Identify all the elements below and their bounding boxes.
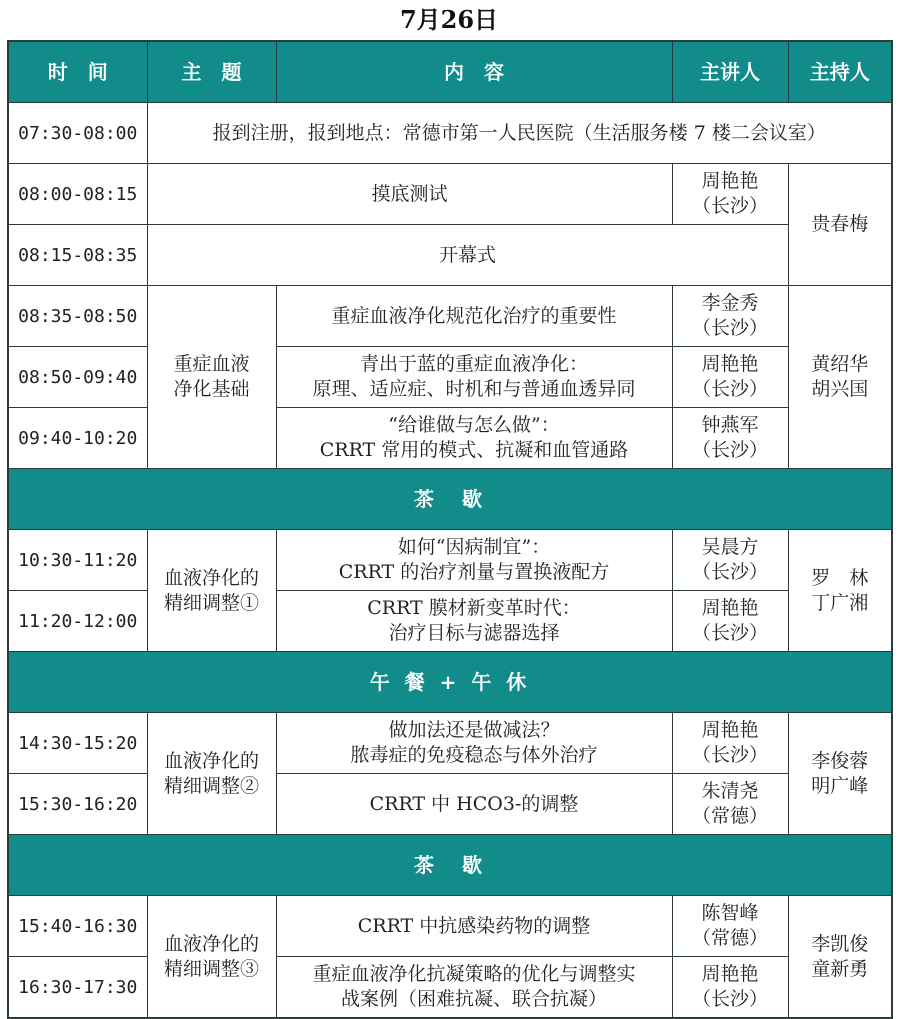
host-line: 童新勇 (811, 957, 869, 980)
break-row (8, 469, 892, 530)
speaker-name: 周艳艳 (701, 353, 759, 375)
table-row (8, 530, 892, 591)
content-line: 治疗目标与滤器选择 (388, 622, 560, 644)
speaker-name: 钟燕军 (701, 414, 759, 436)
speaker-name: 周艳艳 (701, 963, 759, 985)
header-topic: 主 题 (147, 41, 276, 103)
host-cell: 贵春梅 (788, 164, 892, 286)
speaker-cell (672, 347, 788, 408)
speaker-city: （长沙） (691, 744, 768, 766)
host-line: 罗 林 (811, 566, 869, 589)
host-line: 胡兴国 (811, 378, 869, 400)
host-line: 李凯俊 (811, 932, 869, 955)
content-cell: 开幕式 (147, 225, 788, 286)
speaker-city: （常德） (691, 927, 768, 949)
table-row (8, 774, 892, 835)
content-line: CRRT 常用的模式、抗凝和血管通路 (319, 439, 629, 461)
content-line: CRRT 中 HCO3-的调整 (369, 792, 579, 815)
speaker-city: （长沙） (691, 317, 768, 339)
table-row (8, 408, 892, 469)
content-line: CRRT 膜材新变革时代： (367, 597, 581, 619)
host-line: 明广峰 (811, 774, 869, 797)
speaker-cell (672, 774, 788, 835)
speaker-name: 李金秀 (701, 292, 759, 314)
time-cell: 14:30-15:20 (8, 713, 147, 774)
topic-cell (147, 286, 276, 469)
time-cell: 15:40-16:30 (8, 896, 147, 957)
table-row (8, 286, 892, 347)
topic-cell (147, 896, 276, 1019)
speaker-city: （长沙） (691, 622, 768, 644)
topic-cell (147, 530, 276, 652)
speaker-cell (672, 591, 788, 652)
speaker-city: （长沙） (691, 988, 768, 1010)
topic-line: 重症血液 (173, 353, 250, 375)
table-row (8, 713, 892, 774)
content-line: 做加法还是做减法？ (388, 719, 560, 741)
table-row (8, 347, 892, 408)
time-cell: 16:30-17:30 (8, 957, 147, 1019)
topic-line: 净化基础 (173, 378, 250, 400)
time-cell: 08:50-09:40 (8, 347, 147, 408)
content-cell (276, 530, 672, 591)
header-time: 时 间 (8, 41, 147, 103)
topic-line: 精细调整① (163, 591, 259, 614)
content-line: 原理、适应症、时机和与普通血透异同 (312, 378, 636, 400)
table-row (8, 591, 892, 652)
speaker-cell (672, 530, 788, 591)
speaker-city: （常德） (691, 805, 768, 827)
break-row (8, 652, 892, 713)
speaker-name: 周艳艳 (701, 719, 759, 741)
content-cell (276, 957, 672, 1019)
time-cell: 10:30-11:20 (8, 530, 147, 591)
host-cell (788, 530, 892, 652)
host-line: 黄绍华 (811, 353, 869, 375)
content-line: CRRT 中抗感染药物的调整 (357, 914, 591, 937)
content-cell (276, 713, 672, 774)
lunch-banner: 午 餐 + 午 休 (8, 652, 892, 713)
table-header-row (8, 41, 892, 103)
table-row (8, 103, 892, 164)
content-line: 如何“因病制宜”： (397, 536, 551, 558)
speaker-name: 周艳艳 (701, 170, 759, 192)
header-speaker: 主讲人 (672, 41, 788, 103)
speaker-city: （长沙） (691, 378, 768, 400)
speaker-cell (672, 164, 788, 225)
speaker-city: （长沙） (691, 195, 768, 217)
time-cell: 08:00-08:15 (8, 164, 147, 225)
break-row (8, 835, 892, 896)
table-row (8, 957, 892, 1019)
tea-break-banner: 茶 歇 (8, 469, 892, 530)
host-cell (788, 896, 892, 1019)
host-line: 李俊蓉 (811, 749, 869, 772)
speaker-cell (672, 957, 788, 1019)
topic-line: 血液净化的 (163, 932, 259, 955)
content-cell (276, 774, 672, 835)
speaker-cell (672, 896, 788, 957)
time-cell: 08:35-08:50 (8, 286, 147, 347)
topic-line: 精细调整③ (163, 957, 259, 980)
content-cell (276, 286, 672, 347)
time-cell: 15:30-16:20 (8, 774, 147, 835)
table-row (8, 225, 892, 286)
content-cell (276, 408, 672, 469)
content-line: 青出于蓝的重症血液净化： (359, 353, 588, 375)
header-host: 主持人 (788, 41, 892, 103)
content-cell: 摸底测试 (147, 164, 672, 225)
speaker-city: （长沙） (691, 561, 768, 583)
topic-line: 精细调整② (163, 774, 259, 797)
content-line: “给谁做与怎么做”： (388, 414, 560, 436)
host-cell (788, 286, 892, 469)
speaker-name: 陈智峰 (701, 902, 759, 924)
speaker-cell (672, 408, 788, 469)
table-row (8, 896, 892, 957)
content-line: 重症血液净化规范化治疗的重要性 (331, 304, 617, 327)
header-content: 内 容 (276, 41, 672, 103)
speaker-name: 吴晨方 (701, 536, 759, 558)
speaker-cell (672, 286, 788, 347)
table-row (8, 164, 892, 225)
content-cell (276, 347, 672, 408)
time-cell: 07:30-08:00 (8, 103, 147, 164)
topic-line: 血液净化的 (163, 749, 259, 772)
tea-break-banner: 茶 歇 (8, 835, 892, 896)
speaker-name: 周艳艳 (701, 597, 759, 619)
host-line: 丁广湘 (811, 591, 869, 614)
content-cell: 报到注册，报到地点：常德市第一人民医院（生活服务楼 7 楼二会议室） (147, 103, 892, 164)
topic-cell (147, 713, 276, 835)
speaker-cell (672, 713, 788, 774)
content-line: CRRT 的治疗剂量与置换液配方 (338, 561, 610, 583)
page-title: 7月26日 (399, 5, 499, 34)
content-line: 脓毒症的免疫稳态与体外治疗 (350, 744, 598, 766)
content-line: 战案例（困难抗凝、联合抗凝） (340, 988, 607, 1010)
content-line: 重症血液净化抗凝策略的优化与调整实 (312, 963, 636, 985)
topic-line: 血液净化的 (163, 566, 259, 589)
schedule-table (7, 40, 893, 1019)
speaker-city: （长沙） (691, 439, 768, 461)
content-cell (276, 896, 672, 957)
time-cell: 08:15-08:35 (8, 225, 147, 286)
time-cell: 11:20-12:00 (8, 591, 147, 652)
content-cell (276, 591, 672, 652)
speaker-name: 朱清尧 (701, 780, 759, 802)
host-cell (788, 713, 892, 835)
time-cell: 09:40-10:20 (8, 408, 147, 469)
